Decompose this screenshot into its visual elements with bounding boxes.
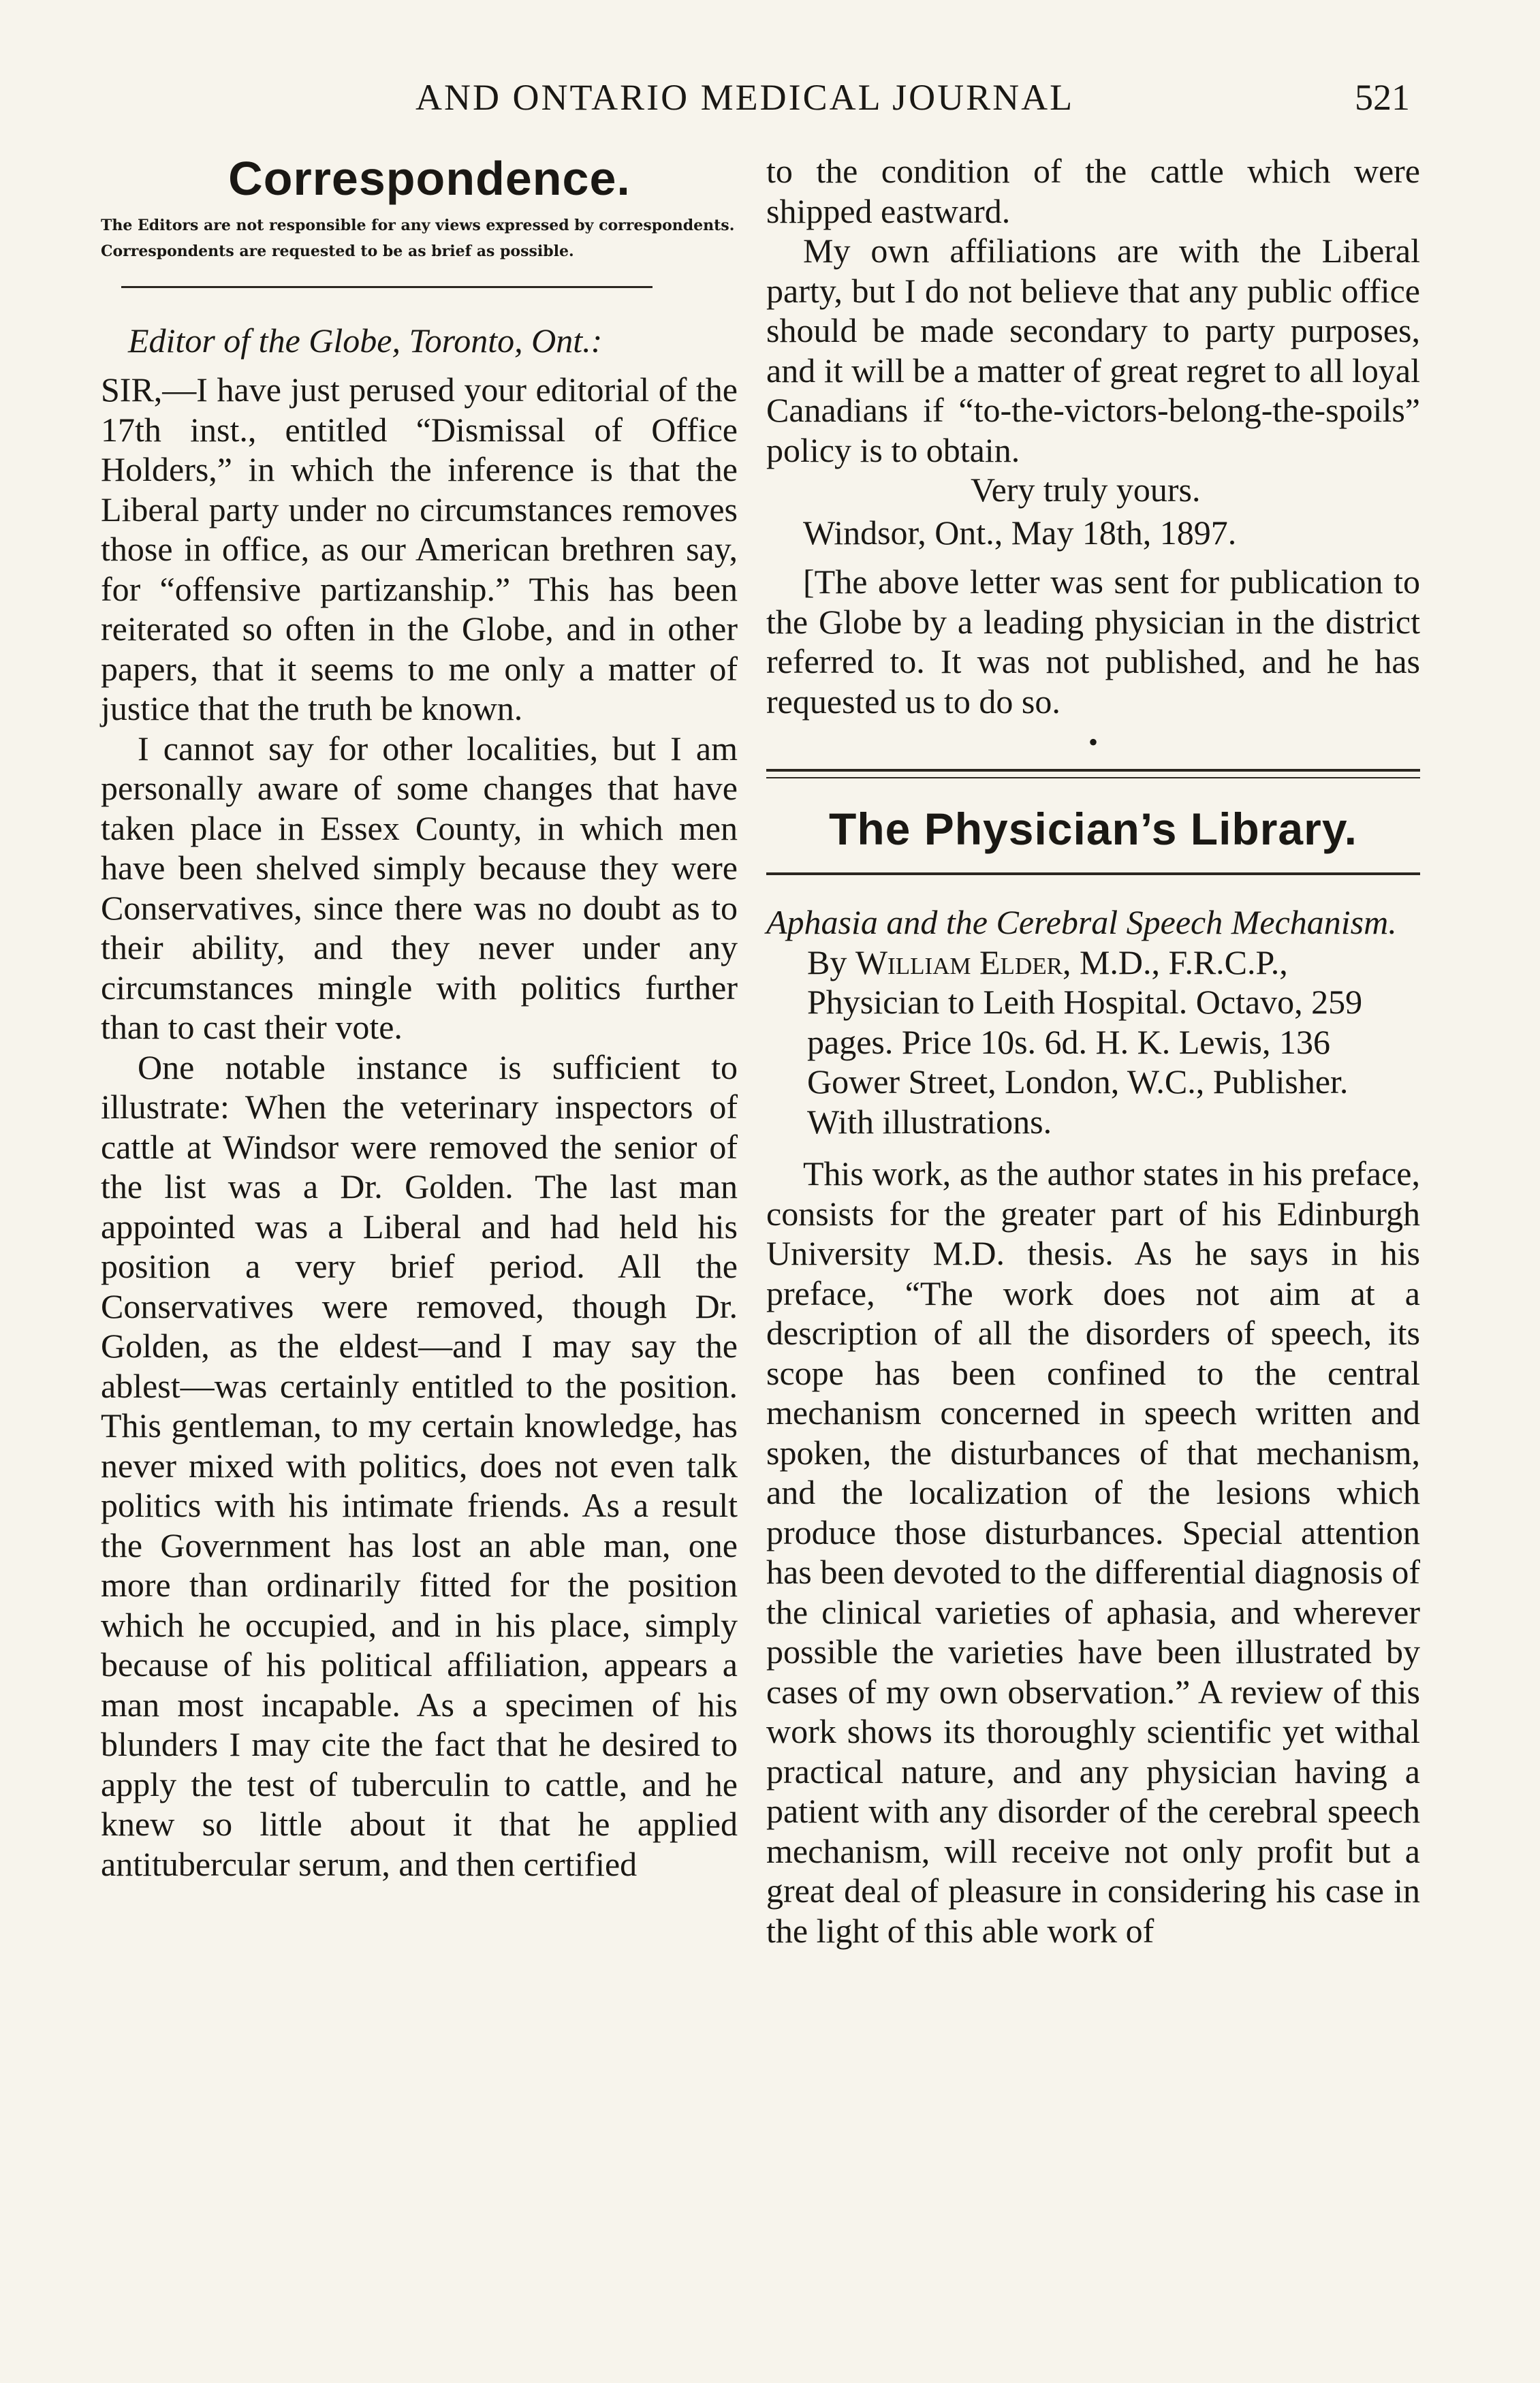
letter-paragraph: I cannot say for other localities, but I am personally aware of some changes that have taken place in Essex County, in which men have been shelved simply because they were Conservatives, since there was no doubt as to their ability, and they never under any circumstances mingle with politics further than to cast their vote.: [101, 729, 738, 1046]
right-column: [766, 151, 1420, 1951]
library-heading: The Physician’s Library.: [829, 804, 1357, 854]
letter-paragraph: One notable instance is sufficient to illustrate: When the veterinary inspectors of cattle at Windsor were removed the senior of the list was a Dr. Golden. The last man appointed was a Liberal and had held his position a very brief period. All the Conservatives were removed, though Dr. Golden, as the eldest—and I may say the ablest—was certainly entitled to the position. This gentleman, to my certain knowledge, has never mixed with politics, does not even talk politics with his intimate friends. As a result the Government has lost an able man, one more than ordinarily fitted for the position which he occupied, and in his place, simply because of his political affiliation, appears a man most incapable. As a specimen of his blunders I may cite the fact that he desired to apply the test of tuberculin to cattle, and he knew so little about it that he applied antitubercular serum, and then certified: [101, 1047, 738, 1883]
letter-place-date: Windsor, Ont., May 18th, 1897.: [803, 513, 1237, 552]
separator-dot: •: [1088, 727, 1098, 757]
section-rule: [121, 286, 653, 288]
section-rule: [766, 872, 1420, 875]
book-citation: [766, 902, 1420, 1141]
editor-note: [The above letter was sent for publication to the Globe by a leading physician in the district referred to. It was not published, and he has requested us to do so.: [766, 563, 1420, 721]
book-details: M.D., F.R.C.P., Physician to Leith Hospital. Octavo, 259 pages. Price 10s. 6d. H. K. Lewis, 136 Gower Street, London, W.C., Publisher. With illustrations.: [807, 943, 1363, 1141]
book-review: This work, as the author states in his preface, consists for the greater part of his Edinburgh University M.D. thesis. As he says in his preface, “The work does not aim at a description of all the disorders of speech, its scope has been confined to the central mechanism concerned in speech written and spoken, the disturbances of that mechanism, and the localization of the lesions which produce those disturbances. Special attention has been devoted to the differential diagnosis of the clinical varieties of aphasia, and wherever possible the varieties have been illustrated by cases of my own observation.” A review of this work shows its thoroughly scientific yet withal practical nature, and any physician having a patient with any disorder of the cerebral speech mechanism, will receive not only profit but a great deal of pleasure in considering his case in the light of this able work of: [766, 1154, 1420, 1950]
letter-paragraph: My own affiliations are with the Liberal party, but I do not believe that any public office should be made secondary to party purposes, and it will be a matter of great regret to all loyal Canadians if “to-the-victors-belong-the-spoils” policy is to obtain.: [766, 232, 1420, 469]
running-head: [102, 76, 1410, 131]
running-title: AND ONTARIO MEDICAL JOURNAL: [415, 77, 1075, 118]
left-column: [101, 151, 738, 1884]
brevity-request: Correspondents are requested to be as brief as possible.: [101, 242, 574, 260]
letter-salutation: Editor of the Globe, Toronto, Ont.:: [128, 321, 603, 360]
page-number: 521: [1355, 77, 1410, 118]
section-rule: [766, 769, 1420, 778]
book-by: By: [807, 943, 847, 981]
letter-closing: Very truly yours.: [971, 471, 1201, 509]
book-author: William Elder,: [855, 943, 1071, 981]
editors-disclaimer: The Editors are not responsible for any views expressed by correspondents.: [101, 217, 735, 234]
letter-paragraph: SIR,—I have just perused your editorial of the 17th inst., entitled “Dismissal of Office Holders,” in which the inference is that the Liberal party under no circumstances removes those in office, as our American brethren say, for “offensive partizanship.” This has been reiterated so often in the Globe, and in other papers, that it seems to me only a matter of justice that the truth be known.: [101, 370, 738, 727]
letter-paragraph: to the condition of the cattle which were shipped eastward.: [766, 152, 1420, 230]
book-title: Aphasia and the Cerebral Speech Mechanism.: [766, 903, 1397, 941]
correspondence-heading: Correspondence.: [228, 152, 631, 205]
